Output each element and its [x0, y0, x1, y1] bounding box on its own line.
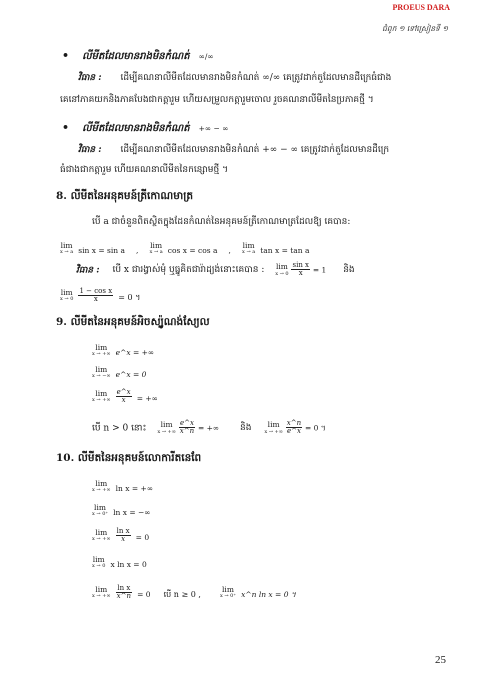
- exp-limit-3: lim x → +∞ $\frac{e\^{}x}{x}$ = +∞: [92, 387, 158, 404]
- cond-text: បើ n > 0 នោះ: [92, 423, 147, 434]
- rule-label: វិធាន :: [76, 265, 100, 276]
- bullet-1-title: លីមីតដែលមានរាងមិនកំណត់: [82, 51, 190, 62]
- lim-sin: lim x → a: [60, 240, 74, 256]
- section-9-title: 9. លីមីតនៃអនុគមន៍អិចស្ប៉ូណង់ស្យែល: [56, 316, 210, 328]
- chapter-header: ជំពូក ១ ទៅស្រៀនទី ១: [382, 24, 448, 33]
- note-1-label: វិធាន :: [78, 73, 102, 83]
- lim-cos: lim x → a: [149, 240, 163, 256]
- note-1-text: ដើម្បីគណនាលីមីតដែលមានរាងមិនកំណត់ ∞/∞ គេត្រូវដាក់តួដែលមានដឺក្រេធំជាង: [120, 73, 392, 83]
- section-8-formulas: lim x → a sin x = sin a , lim x → a cos x = cos a , lim x → a tan x = tan a: [60, 240, 310, 256]
- word-and: និង: [343, 265, 355, 276]
- rule-eq: = 1: [312, 265, 327, 275]
- bullet-dot: •: [62, 121, 70, 134]
- formula-cos: cos x = cos a: [167, 246, 218, 255]
- ln-limit-2: lim x → 0⁺ ln x = −∞: [92, 502, 151, 518]
- section-8-title: 8. លីមីតនៃអនុគមន៍ត្រីកោណមាត្រ: [56, 190, 193, 202]
- frac-sinx-x: $\frac{\text{sin x}}{x}$: [292, 261, 309, 278]
- word-and: និង: [240, 423, 252, 434]
- formula-tan: tan x = tan a: [260, 246, 310, 255]
- ln-condition: បើ n ≥ 0 ,: [163, 590, 201, 599]
- bullet-2-form: +∞ − ∞: [198, 124, 229, 133]
- note-2-label: វិធាន :: [78, 145, 102, 155]
- note-1-line-2: គេនៅភាគយកនិងភាគបែងជាកត្តារួម ហើយសម្រួលកត្តារួមចោល រួចគណនាលីមីតនៃប្រភាគថ្មី ។: [60, 95, 374, 105]
- bullet-1-form: ∞/∞: [198, 52, 214, 61]
- section-8-intro: បើ a ជាចំនួនពិតស្ថិតក្នុងដែនកំណត់នៃអនុគមន៍ត្រីកោណមាត្រដែលឱ្យ គេបាន:: [92, 217, 351, 227]
- brand-mark: PROEUS DARA: [392, 3, 450, 12]
- bullet-2-title: លីមីតដែលមានរាងមិនកំណត់: [82, 123, 190, 134]
- section-10-title: 10. លីមីតនៃអនុគមន៍លោការីតនេពែ: [56, 452, 202, 464]
- cos-eq: = 0 ។: [118, 293, 141, 302]
- frac-1-cos: $\frac{\text{1 − cos x}}{x}$: [79, 286, 113, 303]
- note-2-line-2: ធំជាងជាកត្តារួម ហើយគណនាលីមីតនៃកន្សោមថ្មី ។: [60, 165, 229, 175]
- ln-limit-5: lim x → +∞ $\frac{\text{ln x}}{x\^{}n}$ = 0 បើ n ≥ 0 , lim x → 0⁺ x^n ln x = 0 ។: [92, 583, 296, 600]
- page-number: 25: [435, 654, 446, 666]
- bullet-2: [62, 116, 228, 136]
- note-2-text: ដើម្បីគណនាលីមីតដែលមានរាងមិនកំណត់ +∞ − ∞ គេត្រូវដាក់តួដែលមានដឺក្រេ: [120, 145, 390, 155]
- exp-condition: បើ n > 0 នោះ lim x → +∞ $\frac{e\^{}x}{x\^{}n}$ = +∞ និង lim x → +∞ $\frac{x\^{}n}{e\^{}x}$ = 0 ។: [92, 419, 326, 436]
- note-2-line-1: [78, 144, 389, 157]
- ln-limit-1: lim x → +∞ ln x = +∞: [92, 478, 154, 494]
- ln-limit-3: lim x → +∞ $\frac{\text{ln x}}{x}$ = 0: [92, 526, 150, 543]
- lim-1-cos: lim x → 0: [60, 287, 74, 303]
- rule-text: បើ x ជារង្វាស់មុំ ឬធ្នូគិតជារ៉ាដ្យង់នោះគេបាន :: [112, 265, 265, 276]
- lim-tan: lim x → a: [242, 240, 256, 256]
- exp-limit-1: lim x → +∞ e^x = +∞: [92, 342, 155, 358]
- exp-limit-2: lim x → −∞ e^x = 0: [92, 364, 147, 380]
- bullet-1: [62, 44, 214, 64]
- lim-sinx-over-x: lim x → 0: [275, 262, 289, 277]
- ln-limit-4: lim x → 0 x ln x = 0: [92, 554, 147, 570]
- section-8-cos-limit: [60, 285, 140, 304]
- note-1-line-1: [78, 72, 391, 85]
- formula-sin: sin x = sin a: [78, 246, 125, 255]
- section-8-rule: [76, 262, 355, 278]
- bullet-dot: •: [62, 49, 70, 62]
